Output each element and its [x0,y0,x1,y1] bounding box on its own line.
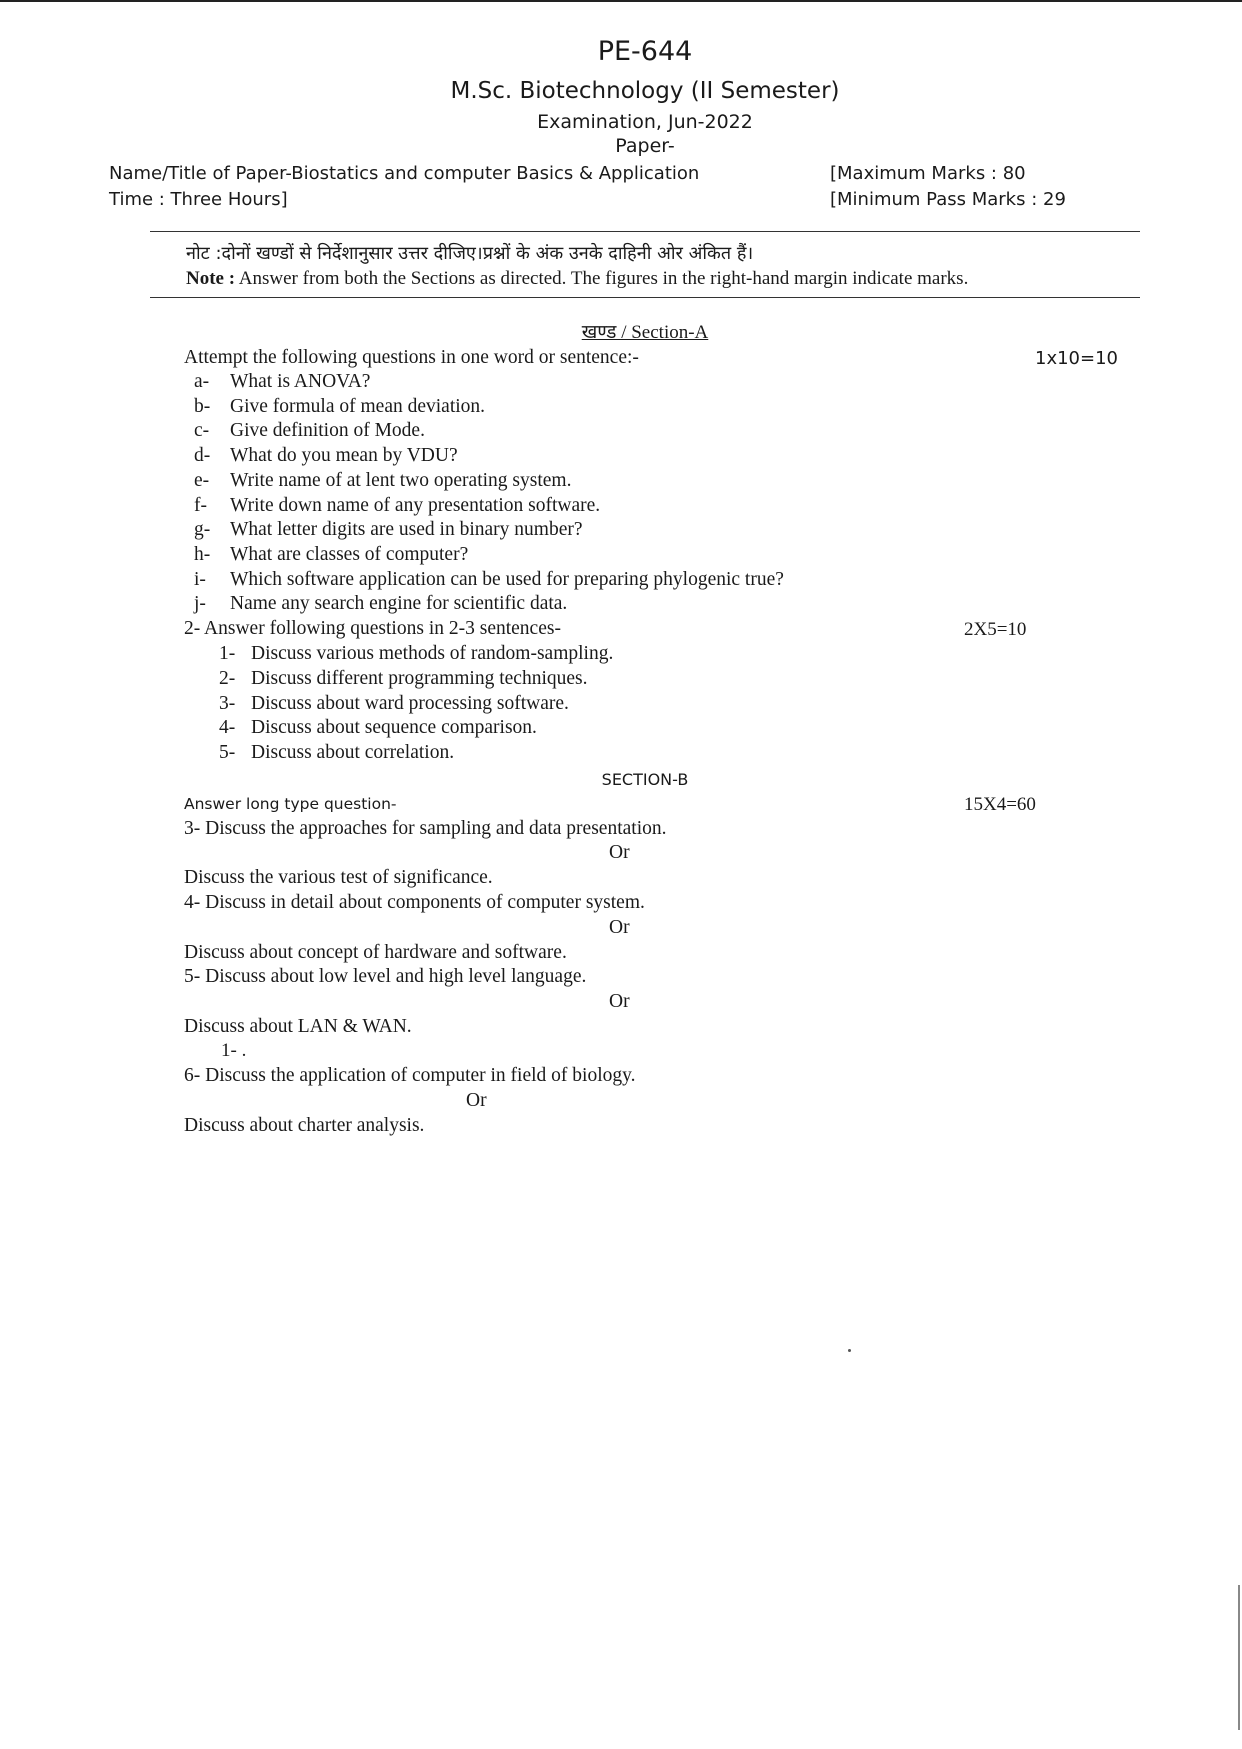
exam-session: Examination, Jun-2022 [537,111,753,133]
item-label: a- [194,371,210,392]
q1-intro: Attempt the following questions in one word or sentence:- [184,347,639,368]
q6-text: 6- Discuss the application of computer in field of biology. [184,1065,636,1086]
paper-label: Paper- [615,135,675,157]
item-text: What do you mean by VDU? [230,445,458,467]
list-item [219,693,569,715]
minimum-pass-marks: [Minimum Pass Marks : 29 [830,189,1066,210]
section-a-heading: खण्ड / Section-A [581,322,709,343]
item-label: g- [194,519,211,541]
note-hindi: नोट :दोनों खण्डों से निर्देशानुसार उत्तर दीजिए।प्रश्नों के अंक उनके दाहिनी ओर अंकित हैं। [186,243,754,264]
q4-alt-text: Discuss about concept of hardware and software. [184,942,567,963]
item-text: Give definition of Mode. [230,420,425,442]
q2-marks: 2X5=10 [964,619,1027,640]
q5-or: Or [609,991,630,1012]
list-item [219,668,587,690]
item-label: 2- [219,667,236,689]
exam-time: Time : Three Hours] [109,189,288,210]
q5-text: 5- Discuss about low level and high level language. [184,966,587,987]
item-label: j- [194,593,206,615]
item-text: What is ANOVA? [230,371,371,392]
list-item [194,495,600,517]
item-label: 3- [219,692,236,714]
scan-top-edge [0,0,1242,2]
item-label: c- [194,420,210,442]
item-text: Give formula of mean deviation. [230,395,486,417]
q3-text: 3- Discuss the approaches for sampling and data presentation. [184,818,667,839]
list-item [194,470,571,492]
list-item [219,717,537,739]
note-text: Answer from both the Sections as directed. The figures in the right-hand margin indicate marks. [235,268,969,289]
stray-mark: 1- . [221,1040,247,1061]
item-label: f- [194,494,207,516]
item-text: Discuss different programming techniques. [251,667,588,689]
item-label: b- [194,395,211,417]
item-label: 5- [219,742,236,764]
section-b-marks: 15X4=60 [964,794,1036,815]
note-english [186,268,968,290]
maximum-marks: [Maximum Marks : 80 [830,163,1026,184]
q6-alt-text: Discuss about charter analysis. [184,1115,425,1136]
item-text: Write name of at lent two operating system. [230,469,572,491]
scan-speck [848,1349,851,1352]
item-label: h- [194,543,211,565]
list-item [194,569,784,591]
q1-marks: 1x10=10 [1035,348,1118,369]
item-text: Write down name of any presentation software. [230,494,601,516]
paper-code: PE-644 [597,36,693,67]
paper-title: Name/Title of Paper-Biostatics and computer Basics & Application [109,163,700,184]
note-top-rule [150,231,1140,232]
item-label: 1- [219,643,236,664]
q2-intro: 2- Answer following questions in 2-3 sentences- [184,618,561,639]
q5-alt-text: Discuss about LAN & WAN. [184,1016,412,1037]
scan-edge-mark [1238,1585,1240,1730]
q4-text: 4- Discuss in detail about components of computer system. [184,892,645,913]
list-item [194,371,370,393]
q3-or: Or [609,842,630,863]
list-item [194,519,583,541]
list-item [194,593,567,615]
course-title: M.Sc. Biotechnology (II Semester) [450,78,840,104]
item-label: i- [194,568,206,590]
section-b-heading: SECTION-B [601,770,689,789]
item-text: Discuss about correlation. [251,742,455,764]
item-text: What are classes of computer? [230,543,469,565]
item-label: d- [194,445,211,467]
list-item [219,643,613,665]
section-b-intro: Answer long type question- [184,795,397,813]
item-text: Discuss about ward processing software. [251,692,569,714]
item-label: e- [194,469,210,491]
q6-or: Or [466,1090,487,1111]
q3-alt-text: Discuss the various test of significance. [184,867,493,888]
list-item [194,420,425,442]
q4-or: Or [609,917,630,938]
list-item [194,396,485,418]
note-label: Note : [186,268,236,289]
note-bottom-rule [150,297,1140,298]
item-text: What letter digits are used in binary number? [230,519,583,541]
list-item [194,445,458,467]
item-text: Name any search engine for scientific data. [230,593,568,615]
list-item [194,544,468,566]
item-text: Which software application can be used for preparing phylogenic true? [230,568,784,590]
item-text: Discuss about sequence comparison. [251,717,537,739]
list-item [219,742,454,764]
item-text: Discuss various methods of random-sampling. [251,643,614,664]
item-label: 4- [219,717,236,739]
